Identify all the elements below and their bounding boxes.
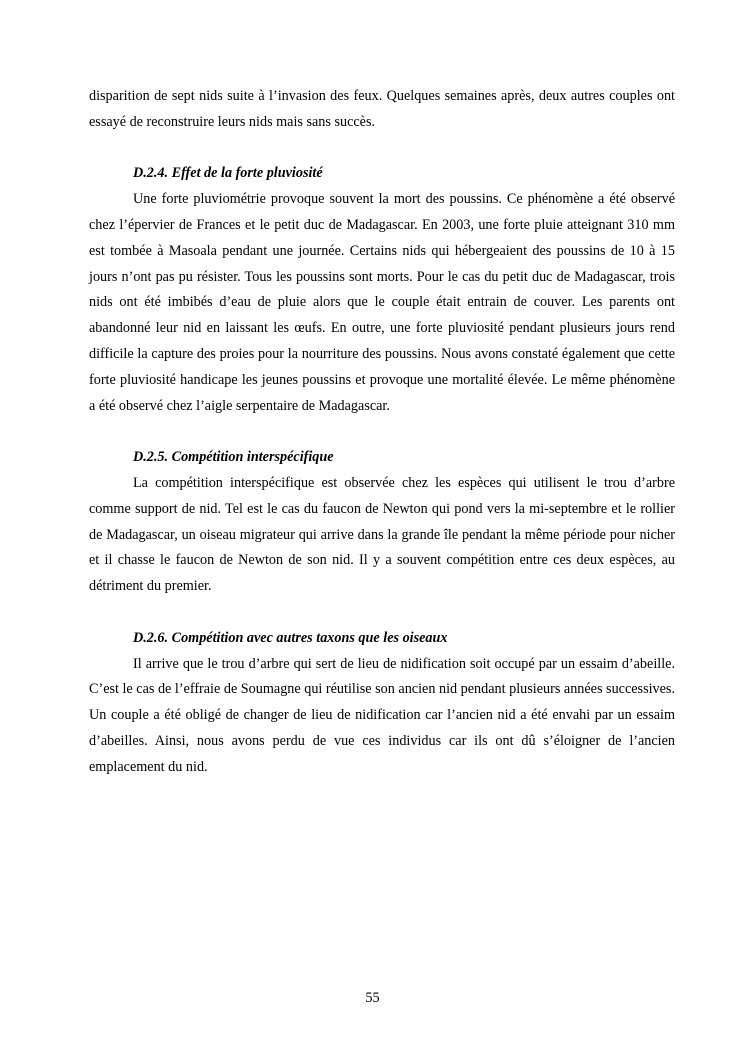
section-body-d24: Une forte pluviométrie provoque souvent la mort des poussins. Ce phénomène a été observé chez l’épervier de Frances et le petit duc de Madagascar. En 2003, une forte pluie atteignant 310 mm est tombée à Masoala pendant une journée. Certains nids qui hébergeaient des poussins de 10 à 15 jours n’ont pas pu résister. Tous les poussins sont morts. Pour le cas du petit duc de Madagascar, trois nids ont été imbibés d’eau de pluie alors que le couple était entrain de couver. Les parents ont abandonné leur nid en laissant les œufs. En outre, une forte pluviosité pendant plusieurs jours rend difficile la capture des proies pour la nourriture des poussins. Nous avons constaté également que cette forte pluviosité handicape les jeunes poussins et provoque une mortalité élevée. Le même phénomène a été observé chez l’aigle serpentaire de Madagascar. bbox=[89, 191, 675, 414]
paragraph-gap bbox=[89, 136, 675, 162]
page-body bbox=[89, 84, 675, 781]
section-heading-d24: D.2.4. Effet de la forte pluviosité bbox=[133, 165, 323, 182]
section-heading-d25: D.2.5. Compétition interspécifique bbox=[133, 449, 334, 466]
section-heading-d26: D.2.6. Compétition avec autres taxons que les oiseaux bbox=[133, 629, 448, 646]
section-body-d26: Il arrive que le trou d’arbre qui sert de lieu de nidification soit occupé par un essaim d’abeille. C’est le cas de l’effraie de Soumagne qui réutilise son ancien nid pendant plusieurs années successives. Un couple a été obligé de changer de lieu de nidification car l’ancien nid a été envahi par un essaim d’abeilles. Ainsi, nous avons perdu de vue ces individus car ils ont dû s’éloigner de l’ancien emplacement du nid. bbox=[89, 655, 675, 775]
paragraph-gap bbox=[89, 600, 675, 626]
page-number: 55 bbox=[365, 990, 380, 1006]
paragraph-gap bbox=[89, 419, 675, 445]
intro-paragraph: disparition de sept nids suite à l’invasion des feux. Quelques semaines après, deux autres couples ont essayé de reconstruire leurs nids mais sans succès. bbox=[89, 88, 675, 130]
section-body-d25: La compétition interspécifique est observée chez les espèces qui utilisent le trou d’arbre comme support de nid. Tel est le cas du faucon de Newton qui pond vers la mi-septembre et le rollier de Madagascar, un oiseau migrateur qui arrive dans la grande île pendant la même période pour nicher et il chasse le faucon de Newton de son nid. Il y a souvent compétition entre ces deux espèces, au détriment du premier. bbox=[89, 474, 675, 595]
